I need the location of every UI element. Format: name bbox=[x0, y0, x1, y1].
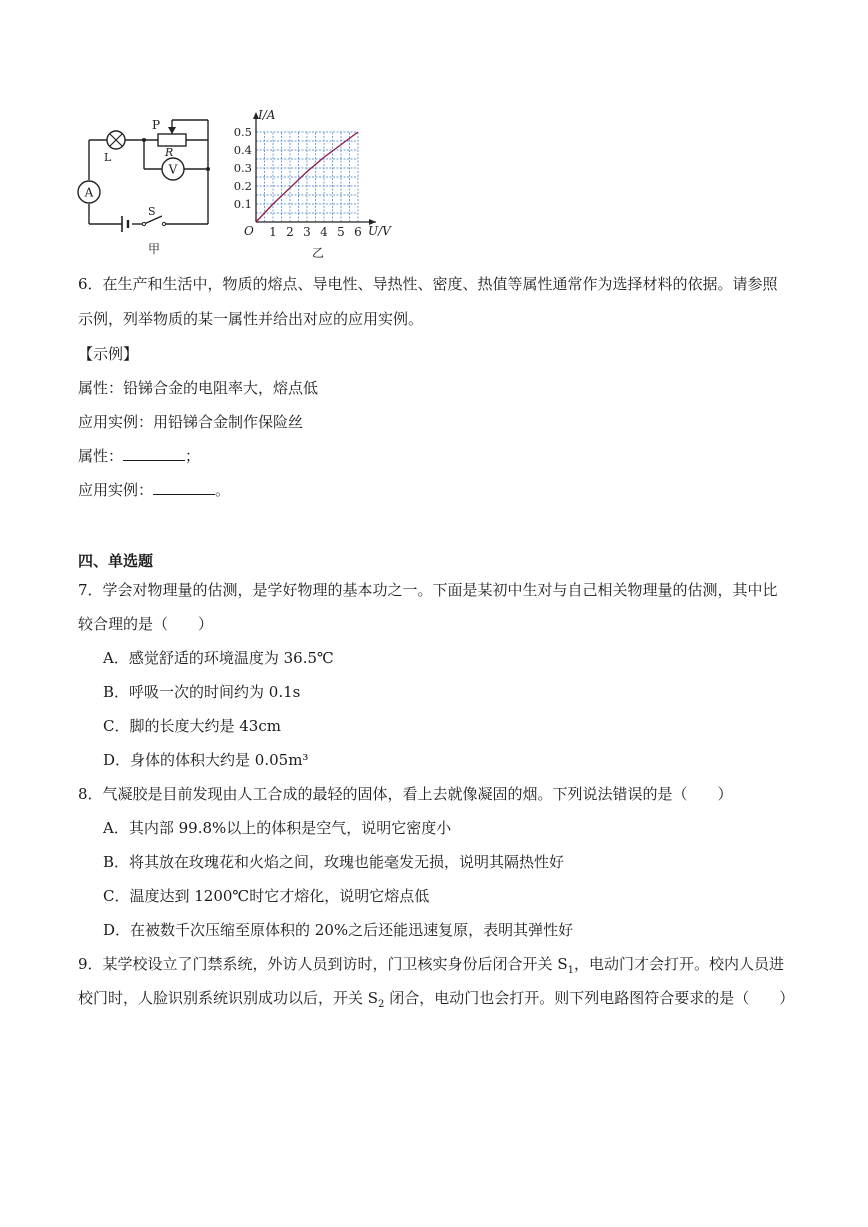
q9-line2 bbox=[78, 988, 794, 1015]
label-l: L bbox=[104, 151, 112, 164]
origin-label: O bbox=[244, 224, 254, 238]
voltmeter-icon bbox=[162, 158, 184, 180]
application-label: 应用实例： bbox=[78, 481, 154, 499]
x-tick-label: 5 bbox=[337, 225, 345, 239]
x-tick-labels bbox=[269, 225, 362, 239]
y-tick-label: 0.4 bbox=[233, 143, 252, 157]
q8-line1: 8．气凝胶是目前发现由人工合成的最轻的固体，看上去就像凝固的烟。下列说法错误的是（ ） bbox=[78, 785, 733, 803]
slider-arrow bbox=[168, 127, 176, 134]
q8-option-a[interactable]: A．其内部 99.8%以上的体积是空气，说明它密度小 bbox=[103, 819, 452, 837]
q7-option-c[interactable]: C．脚的长度大约是 43cm bbox=[103, 717, 281, 735]
s2-subscript: 2 bbox=[378, 999, 385, 1010]
q6-line2: 示例，列举物质的某一属性并给出对应的应用实例。 bbox=[78, 310, 424, 328]
q9-line2-text-a: 校门时，人脸识别系统识别成功以后，开关 S bbox=[78, 989, 379, 1007]
y-tick-labels bbox=[234, 125, 252, 211]
q9-line2-text-b: 闭合，电动门也会打开。则下列电路图符合要求的是（ ） bbox=[384, 989, 795, 1007]
example-heading: 【示例】 bbox=[78, 345, 139, 363]
x-tick-label: 3 bbox=[303, 225, 311, 239]
q6-line1: 6．在生产和生活中，物质的熔点、导电性、导热性、密度、热值等属性通常作为选择材料的依据。请参照 bbox=[78, 275, 778, 293]
s1-subscript: 1 bbox=[567, 965, 574, 976]
application-end: 。 bbox=[215, 481, 231, 499]
svg-text:A: A bbox=[84, 185, 94, 200]
application-blank[interactable] bbox=[153, 480, 215, 495]
q9-line1-text-b: ，电动门才会打开。校内人员进 bbox=[573, 955, 784, 973]
circuit-caption: 甲 bbox=[148, 242, 161, 256]
attribute-blank[interactable] bbox=[123, 446, 185, 461]
iu-graph bbox=[228, 104, 398, 262]
y-tick-label: 0.5 bbox=[233, 125, 252, 139]
q7-option-d[interactable]: D．身体的体积大约是 0.05m³ bbox=[103, 751, 309, 769]
example-application: 应用实例：用铅锑合金制作保险丝 bbox=[78, 413, 304, 431]
x-tick-label: 1 bbox=[269, 225, 277, 239]
ammeter-icon bbox=[78, 181, 100, 203]
y-tick-label: 0.3 bbox=[233, 161, 252, 175]
svg-text:V: V bbox=[168, 162, 178, 177]
graph-caption: 乙 bbox=[312, 246, 325, 260]
q8-option-d[interactable]: D．在被数千次压缩至原体积的 20%之后还能迅速复原，表明其弹性好 bbox=[103, 921, 574, 939]
graph-grid bbox=[256, 132, 358, 222]
q7-option-b[interactable]: B．呼吸一次的时间约为 0.1s bbox=[103, 683, 301, 701]
y-axis-label: I/A bbox=[258, 108, 276, 122]
label-p: P bbox=[152, 118, 161, 132]
lamp-icon bbox=[107, 131, 125, 149]
attribute-end: ； bbox=[185, 447, 201, 465]
q8-option-c[interactable]: C．温度达到 1200℃时它才熔化，说明它熔点低 bbox=[103, 887, 430, 905]
x-tick-label: 2 bbox=[286, 225, 294, 239]
y-tick-label: 0.1 bbox=[233, 197, 252, 211]
q8-option-b[interactable]: B．将其放在玫瑰花和火焰之间，玫瑰也能毫发无损，说明其隔热性好 bbox=[103, 853, 565, 871]
label-s: S bbox=[148, 205, 156, 218]
application-answer-line bbox=[78, 480, 230, 500]
x-tick-label: 4 bbox=[320, 225, 328, 239]
q7-option-a[interactable]: A．感觉舒适的环境温度为 36.5℃ bbox=[103, 649, 334, 667]
section-heading: 四、单选题 bbox=[78, 552, 154, 570]
x-axis-label: U/V bbox=[368, 224, 391, 238]
attribute-answer-line bbox=[78, 446, 200, 466]
q9-line1 bbox=[78, 954, 784, 981]
rheostat-body bbox=[158, 134, 186, 146]
label-r: R bbox=[165, 146, 174, 159]
attribute-label: 属性： bbox=[78, 447, 124, 465]
example-attribute: 属性：铅锑合金的电阻率大，熔点低 bbox=[78, 379, 319, 397]
q9-line1-text-a: 9．某学校设立了门禁系统，外访人员到访时，门卫核实身份后闭合开关 S bbox=[78, 955, 568, 973]
circuit-diagram bbox=[74, 112, 224, 257]
x-tick-label: 6 bbox=[354, 225, 362, 239]
q7-line2: 较合理的是（ ） bbox=[78, 615, 214, 633]
q7-line1: 7．学会对物理量的估测，是学好物理的基本功之一。下面是某初中生对与自己相关物理量的估测，其中比 bbox=[78, 581, 778, 599]
y-tick-label: 0.2 bbox=[233, 179, 252, 193]
